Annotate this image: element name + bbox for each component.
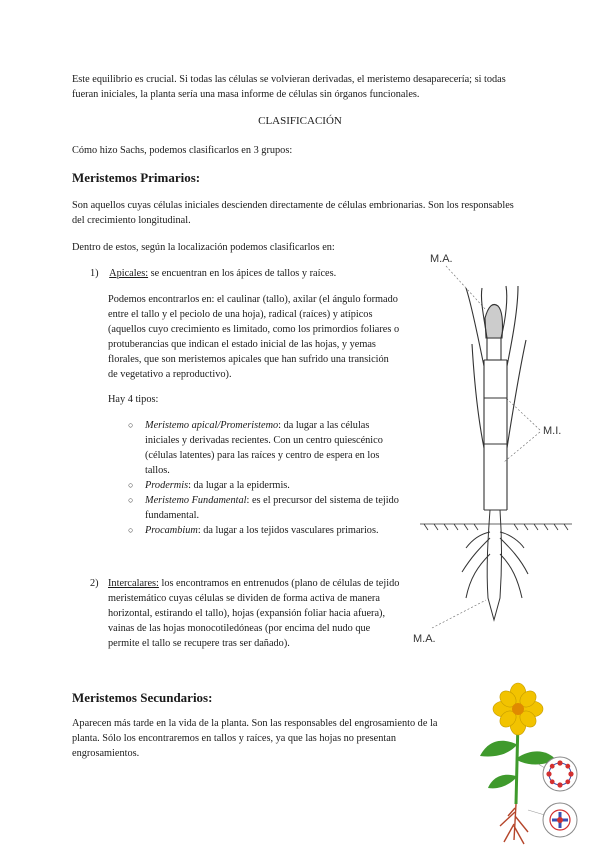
- type-term: Procambium: [145, 525, 198, 536]
- stem-cross-section-icon: [543, 757, 577, 791]
- bullet-icon: ○: [128, 525, 134, 535]
- intercalares-item: [90, 576, 400, 651]
- types-intro: Hay 4 tipos:: [108, 394, 159, 405]
- type-text: : da lugar a los tejidos vasculares primarios.: [197, 525, 379, 536]
- plant-roots: [462, 510, 528, 620]
- intercalares-number: 2): [90, 578, 99, 589]
- bullet-icon: ○: [128, 420, 134, 430]
- flower-illustration: [468, 680, 588, 848]
- soil-line: [420, 524, 572, 530]
- list-item: [128, 478, 400, 493]
- type-term: Meristemo Fundamental: [145, 495, 247, 506]
- bullet-icon: ○: [128, 480, 134, 490]
- primarios-within: Dentro de estos, según la localización podemos clasificarlos en:: [72, 242, 335, 253]
- diagram-label-top: M.A.: [430, 253, 453, 265]
- apicales-number: 1): [90, 268, 99, 279]
- diagram-label-mid: M.I.: [543, 425, 562, 437]
- list-item: [128, 493, 400, 523]
- diagram-label-bottom: M.A.: [413, 633, 436, 645]
- type-text: : da lugar a la epidermis.: [188, 480, 290, 491]
- flower-roots: [500, 804, 528, 844]
- list-item: [128, 418, 400, 478]
- meristem-diagram: [410, 248, 580, 668]
- type-text: : da lugar a las células iniciales y derivadas recientes. Con un centro quiescénico (células latentes) para las raíces y centro de espera en los tallos.: [145, 420, 383, 476]
- section-title: CLASIFICACIÓN: [258, 115, 342, 127]
- list-item: [128, 523, 400, 538]
- secundarios-paragraph: Aparecen más tarde en la vida de la planta. Son las responsables del engrosamiento de la planta. Sólo los encontraremos en tallos y raíces, ya que las hojas no presentan engrosamientos.: [72, 718, 438, 759]
- type-term: Meristemo apical/Promeristemo: [145, 420, 279, 431]
- flower-head: [493, 683, 543, 735]
- secundarios-heading: Meristemos Secundarios:: [72, 690, 213, 705]
- apicales-paragraph: Podemos encontrarlos en: el caulinar (tallo), axilar (el ángulo formado entre el tallo y el peciolo de una hoja), radical (raíces) y atípicos (aquellos cuyo crecimiento es limitado, como los primordios foliares o protuberancias que indican el estado inicial de las hojas, y yemas florales, que son meristemos apicales que han sufrido una transición de vegetativo a reproductivo).: [108, 294, 400, 380]
- primarios-description: Son aquellos cuyas células iniciales descienden directamente de células embrionarias. Son los responsables del crecimiento longitudinal.: [72, 200, 514, 226]
- intro-paragraph: Este equilibrio es crucial. Si todas las células se volvieran derivadas, el meristemo desaparecería; si todas fueran iniciales, la planta sería una masa informe de células sin órganos funcionales.: [72, 74, 506, 100]
- type-text: : es el precursor del sistema de tejido fundamental.: [145, 495, 399, 521]
- sachs-paragraph: Cómo hizo Sachs, podemos clasificarlos en 3 grupos:: [72, 145, 293, 156]
- bullet-icon: ○: [128, 495, 134, 505]
- apicales-item: [90, 266, 410, 281]
- type-term: Prodermis: [145, 480, 189, 491]
- root-cross-section-icon: [543, 803, 577, 837]
- apicales-text: se encuentran en los ápices de tallos y raíces.: [148, 268, 337, 279]
- intercalares-label: Intercalares:: [108, 578, 159, 589]
- apicales-label: Apicales:: [109, 268, 149, 279]
- plant-shoot: [466, 286, 526, 510]
- intercalares-text: los encontramos en entrenudos (plano de células de tejido meristemático cuyas células se dividen de forma activa de manera horizontal, estirando el tallo), hojas (expansión foliar hacia afuera), vainas de las hojas monocotiledóneas (por encima del nudo que permite el tallo se recupere tras ser dañado).: [108, 578, 400, 649]
- primarios-heading: Meristemos Primarios:: [72, 170, 201, 185]
